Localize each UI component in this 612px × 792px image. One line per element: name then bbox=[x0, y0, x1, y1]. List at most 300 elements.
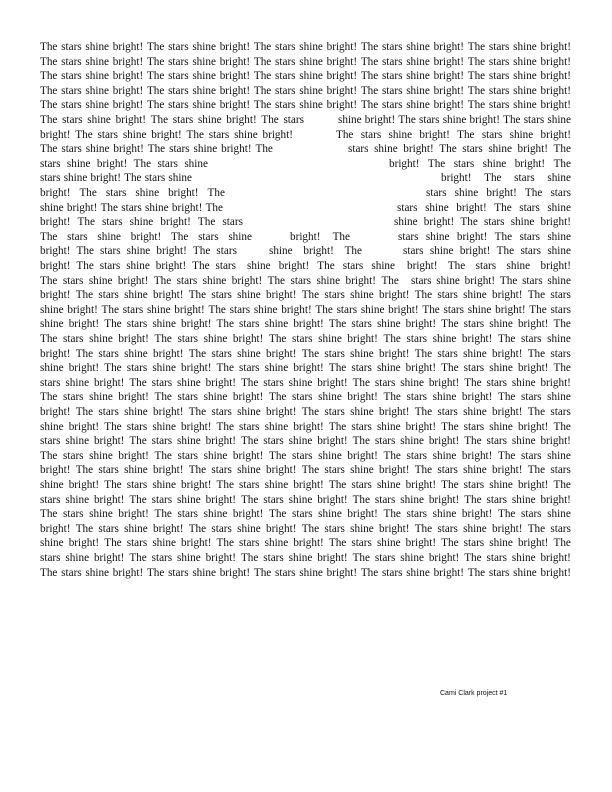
word: shine bbox=[177, 435, 201, 448]
word: bright! bbox=[492, 522, 523, 535]
word: bright! bbox=[156, 245, 187, 258]
text-line bbox=[40, 69, 571, 84]
word: stars bbox=[62, 274, 84, 287]
word: stars bbox=[216, 245, 237, 258]
author-credit: Cami Clark project #1 bbox=[440, 690, 508, 697]
word: shine bbox=[85, 84, 110, 97]
word: The bbox=[154, 449, 172, 462]
word: bright! bbox=[266, 289, 297, 302]
word: shine bbox=[135, 187, 160, 199]
word: The bbox=[467, 99, 486, 112]
word: The bbox=[40, 391, 58, 404]
word: stars bbox=[151, 376, 173, 389]
word: shine bbox=[177, 552, 201, 564]
word: shine bbox=[547, 274, 571, 287]
word: The bbox=[553, 537, 571, 550]
word: The bbox=[197, 216, 216, 229]
word: bright! bbox=[492, 406, 523, 418]
word: stars bbox=[63, 333, 84, 345]
word: shine bbox=[489, 420, 513, 433]
word: bright! bbox=[433, 566, 465, 579]
word: The bbox=[360, 41, 379, 53]
text-segment bbox=[398, 230, 571, 245]
text-segment bbox=[40, 332, 571, 347]
word: bright! bbox=[93, 376, 125, 389]
word: shine bbox=[463, 347, 487, 360]
text-line bbox=[40, 347, 571, 362]
word: shine bbox=[513, 70, 537, 83]
word: stars bbox=[283, 114, 304, 126]
word: The bbox=[216, 537, 234, 550]
text-line bbox=[40, 420, 571, 435]
word: shine bbox=[350, 522, 374, 535]
word: stars bbox=[211, 347, 232, 360]
word: bright! bbox=[326, 84, 358, 97]
word: bright! bbox=[205, 435, 237, 448]
word: shine bbox=[318, 508, 342, 521]
text-segment bbox=[407, 259, 571, 274]
word: bright! bbox=[262, 128, 293, 141]
word: stars bbox=[61, 99, 82, 112]
word: bright! bbox=[40, 245, 71, 258]
word: bright! bbox=[40, 128, 71, 141]
text-segment bbox=[403, 244, 571, 259]
word: bright! bbox=[517, 362, 549, 375]
word: stars bbox=[411, 274, 432, 287]
word: The bbox=[75, 289, 94, 302]
word: shine bbox=[400, 493, 424, 506]
word: The bbox=[216, 362, 234, 375]
word: stars bbox=[275, 41, 296, 53]
word: shine bbox=[85, 99, 110, 112]
word: shine bbox=[547, 245, 571, 258]
word: shine bbox=[192, 55, 216, 68]
word: bright! bbox=[407, 260, 438, 272]
word: shine bbox=[463, 289, 487, 302]
word: The bbox=[467, 70, 486, 83]
word: The bbox=[104, 537, 122, 550]
word: stars bbox=[324, 522, 345, 535]
word: shine bbox=[299, 70, 323, 83]
word: shine bbox=[371, 260, 395, 272]
word: The bbox=[207, 187, 225, 199]
word: stars bbox=[40, 493, 61, 506]
text-segment bbox=[40, 478, 571, 493]
word: The bbox=[188, 522, 207, 535]
word: stars bbox=[61, 70, 82, 83]
word: stars bbox=[342, 260, 364, 272]
word: stars bbox=[263, 376, 284, 389]
word: stars bbox=[381, 55, 403, 68]
word: shine bbox=[489, 537, 513, 550]
text-segment bbox=[336, 128, 571, 143]
word: The bbox=[328, 318, 347, 331]
word: shine bbox=[237, 522, 261, 535]
text-line bbox=[40, 361, 571, 376]
word: The bbox=[527, 522, 546, 535]
word: stars bbox=[397, 201, 418, 214]
text-line bbox=[40, 332, 571, 347]
word: The bbox=[269, 508, 287, 521]
word: shine bbox=[203, 391, 228, 404]
word: stars bbox=[61, 566, 82, 579]
word: shine bbox=[489, 479, 513, 491]
word: The bbox=[553, 157, 571, 170]
word: The bbox=[75, 522, 94, 535]
word: stars bbox=[519, 201, 540, 214]
word: stars bbox=[168, 99, 189, 112]
word: stars bbox=[463, 537, 485, 550]
text-segment bbox=[40, 128, 293, 143]
word: shine bbox=[547, 508, 571, 521]
word: The bbox=[40, 274, 58, 287]
word: The bbox=[170, 230, 189, 243]
word: shine bbox=[124, 347, 148, 360]
word: bright! bbox=[405, 362, 437, 375]
text-line bbox=[40, 376, 571, 391]
word: The bbox=[129, 376, 147, 389]
word: shine bbox=[513, 41, 537, 53]
word: The bbox=[464, 552, 482, 564]
word: stars bbox=[381, 566, 403, 579]
word: The bbox=[154, 391, 172, 404]
word: bright! bbox=[317, 376, 348, 389]
word: stars bbox=[336, 303, 358, 316]
word: stars bbox=[351, 537, 372, 550]
word: shine bbox=[269, 245, 293, 258]
text-line bbox=[40, 84, 571, 99]
word: The bbox=[467, 55, 486, 68]
word: The bbox=[186, 128, 204, 141]
word: bright! bbox=[540, 216, 571, 229]
word: shine bbox=[547, 449, 571, 462]
text-line bbox=[40, 142, 571, 157]
word: bright! bbox=[405, 420, 437, 433]
word: stars bbox=[275, 55, 296, 68]
word: The bbox=[40, 114, 58, 126]
word: bright! bbox=[433, 55, 465, 68]
word: stars bbox=[381, 41, 403, 53]
text-line bbox=[40, 171, 571, 186]
word: shine bbox=[299, 84, 323, 97]
word: bright! bbox=[153, 522, 184, 535]
word: The bbox=[494, 230, 513, 243]
word: bright! bbox=[486, 187, 517, 199]
word: stars bbox=[484, 216, 505, 229]
word: The bbox=[40, 230, 58, 243]
word: stars bbox=[211, 522, 232, 535]
word: shine bbox=[97, 230, 122, 243]
word: stars bbox=[157, 157, 178, 170]
word: stars bbox=[374, 435, 396, 448]
word: The bbox=[467, 566, 486, 579]
word: shine bbox=[66, 157, 91, 170]
word: bright! bbox=[405, 479, 437, 491]
text-line bbox=[40, 55, 571, 70]
word: bright! bbox=[347, 333, 378, 345]
word: The bbox=[150, 114, 169, 126]
word: shine bbox=[202, 274, 227, 287]
word: bright! bbox=[67, 303, 98, 316]
word: shine bbox=[234, 128, 258, 141]
word: shine bbox=[400, 376, 424, 389]
word: shine bbox=[400, 552, 424, 564]
word: stars bbox=[61, 41, 82, 53]
word: stars bbox=[488, 55, 510, 68]
word: shine bbox=[85, 566, 110, 579]
word: shine bbox=[63, 172, 88, 185]
word: The bbox=[553, 420, 571, 433]
word: bright! bbox=[181, 479, 212, 491]
word: bright! bbox=[492, 464, 523, 477]
word: bright! bbox=[232, 508, 264, 521]
word: The bbox=[441, 420, 459, 433]
word: The bbox=[301, 464, 320, 477]
word: shine bbox=[40, 362, 64, 375]
word: bright! bbox=[540, 70, 571, 83]
word: stars bbox=[550, 289, 571, 302]
word: bright! bbox=[433, 41, 465, 53]
word: The bbox=[352, 435, 370, 448]
word: stars bbox=[406, 449, 428, 462]
word: bright! bbox=[112, 99, 144, 112]
word: The bbox=[301, 406, 320, 418]
word: shine bbox=[350, 406, 374, 418]
text-line bbox=[40, 303, 571, 318]
word: shine bbox=[488, 143, 512, 156]
word: stars bbox=[403, 245, 424, 258]
word: stars bbox=[488, 41, 510, 53]
word: shine bbox=[65, 552, 90, 564]
word: shine bbox=[253, 303, 278, 316]
word: shine bbox=[376, 318, 401, 331]
text-segment bbox=[290, 230, 350, 245]
word: The bbox=[301, 522, 320, 535]
word: stars bbox=[351, 362, 372, 375]
word: stars bbox=[40, 435, 61, 448]
word: shine bbox=[192, 84, 216, 97]
word: stars bbox=[61, 84, 82, 97]
word: The bbox=[328, 420, 347, 433]
word: The bbox=[40, 99, 58, 112]
word: The bbox=[553, 143, 571, 156]
word: The bbox=[328, 479, 347, 491]
word: The bbox=[460, 216, 478, 229]
word: bright! bbox=[181, 420, 212, 433]
word: stars bbox=[292, 508, 313, 521]
word: The bbox=[76, 260, 94, 272]
word: bright! bbox=[226, 114, 257, 126]
word: shine bbox=[511, 552, 536, 564]
word: stars bbox=[463, 318, 485, 331]
word: The bbox=[240, 552, 259, 564]
word: The bbox=[129, 552, 147, 564]
word: bright! bbox=[40, 406, 71, 418]
word: shine bbox=[192, 99, 216, 112]
word: shine bbox=[288, 435, 313, 448]
word: shine bbox=[40, 420, 64, 433]
word: stars bbox=[275, 99, 296, 112]
word: stars bbox=[126, 537, 148, 550]
text-line bbox=[40, 463, 571, 478]
text-segment bbox=[40, 493, 571, 508]
word: stars bbox=[176, 274, 198, 287]
word: bright! bbox=[428, 493, 460, 506]
word: The bbox=[467, 84, 486, 97]
word: shine bbox=[237, 347, 261, 360]
word: The bbox=[192, 260, 210, 272]
word: The bbox=[40, 143, 58, 156]
word: bright! bbox=[326, 70, 358, 83]
word: stars bbox=[351, 479, 372, 491]
word: shine bbox=[146, 303, 171, 316]
word: shine bbox=[85, 41, 110, 53]
word: The bbox=[498, 449, 516, 462]
word: bright! bbox=[130, 230, 162, 243]
word: The bbox=[498, 391, 516, 404]
word: shine bbox=[152, 362, 176, 375]
word: The bbox=[75, 406, 94, 418]
word: The bbox=[527, 406, 546, 418]
text-segment bbox=[40, 405, 571, 420]
text-segment bbox=[338, 113, 571, 128]
word: The bbox=[104, 479, 122, 491]
text-segment bbox=[40, 98, 571, 113]
word: shine bbox=[126, 245, 151, 258]
word: The bbox=[301, 289, 320, 302]
text-segment bbox=[40, 449, 571, 464]
word: The bbox=[524, 187, 543, 199]
text-segment bbox=[40, 288, 571, 303]
word: bright! bbox=[115, 114, 147, 126]
word: stars bbox=[463, 479, 485, 491]
word: bright! bbox=[40, 347, 71, 360]
text-line bbox=[40, 493, 571, 508]
word: The bbox=[527, 289, 546, 302]
word: shine bbox=[152, 318, 176, 331]
text-line bbox=[40, 317, 571, 332]
word: The bbox=[101, 303, 119, 316]
text-segment bbox=[40, 434, 571, 449]
word: The bbox=[464, 376, 482, 389]
text-segment bbox=[40, 463, 571, 478]
word: The bbox=[344, 245, 362, 258]
word: shine bbox=[432, 333, 457, 345]
word: The bbox=[205, 201, 223, 214]
text-line bbox=[40, 405, 571, 420]
word: shine bbox=[432, 508, 457, 521]
word: The bbox=[360, 55, 379, 68]
word: shine bbox=[299, 566, 323, 579]
word: bright! bbox=[278, 260, 310, 272]
word: stars bbox=[151, 493, 173, 506]
word: shine bbox=[88, 274, 113, 287]
word: stars bbox=[275, 566, 296, 579]
word: bright! bbox=[540, 84, 571, 97]
word: The bbox=[253, 55, 272, 68]
word: bright! bbox=[428, 552, 460, 564]
word: The bbox=[133, 157, 152, 170]
word: The bbox=[100, 201, 118, 214]
word: stars bbox=[98, 406, 119, 418]
word: stars bbox=[437, 522, 458, 535]
word: The bbox=[40, 508, 58, 521]
word: shine bbox=[360, 303, 385, 316]
word: stars bbox=[374, 376, 396, 389]
word: bright! bbox=[266, 347, 297, 360]
word: bright! bbox=[461, 333, 493, 345]
word: The bbox=[441, 362, 459, 375]
word: bright! bbox=[317, 493, 348, 506]
word: stars bbox=[521, 508, 542, 521]
word: bright! bbox=[68, 318, 100, 331]
word: stars bbox=[290, 274, 311, 287]
word: The bbox=[75, 464, 94, 477]
word: The bbox=[439, 143, 457, 156]
word: The bbox=[146, 84, 165, 97]
word: stars bbox=[40, 552, 61, 564]
word: The bbox=[352, 493, 370, 506]
word: bright! bbox=[205, 493, 237, 506]
word: The bbox=[352, 376, 370, 389]
word: shine bbox=[228, 230, 252, 243]
word: stars bbox=[239, 362, 260, 375]
text-segment bbox=[40, 84, 571, 99]
word: stars bbox=[475, 260, 497, 272]
word: The bbox=[261, 114, 279, 126]
word: The bbox=[40, 84, 58, 97]
word: bright! bbox=[326, 566, 358, 579]
word: shine bbox=[510, 216, 535, 229]
word: shine bbox=[192, 566, 216, 579]
word: stars bbox=[488, 84, 510, 97]
word: The bbox=[75, 347, 94, 360]
word: bright! bbox=[389, 157, 420, 170]
word: The bbox=[216, 420, 234, 433]
word: The bbox=[360, 566, 379, 579]
text-segment bbox=[40, 274, 399, 289]
word: bright! bbox=[441, 172, 472, 185]
text-line bbox=[40, 522, 571, 537]
word: bright! bbox=[40, 216, 71, 229]
word: shine bbox=[193, 143, 218, 156]
word: stars bbox=[426, 187, 447, 199]
word: bright! bbox=[219, 566, 251, 579]
word: bright! bbox=[153, 289, 184, 302]
word: shine bbox=[237, 464, 261, 477]
word: The bbox=[75, 128, 93, 141]
word: shine bbox=[432, 449, 457, 462]
word: shine bbox=[547, 114, 571, 126]
word: The bbox=[527, 347, 546, 360]
word: stars bbox=[443, 303, 465, 316]
word: The bbox=[427, 157, 446, 170]
word: stars bbox=[172, 114, 194, 126]
word: shine bbox=[89, 333, 113, 345]
word: bright! bbox=[151, 128, 182, 141]
word: stars bbox=[550, 303, 571, 316]
word: shine bbox=[547, 201, 571, 214]
word: stars bbox=[488, 70, 510, 83]
word: The bbox=[188, 347, 207, 360]
word: The bbox=[484, 172, 502, 185]
word: bright! bbox=[433, 84, 465, 97]
word: stars bbox=[419, 114, 440, 126]
word: shine bbox=[264, 479, 289, 491]
word: shine bbox=[264, 420, 289, 433]
word: stars bbox=[463, 362, 485, 375]
word: bright! bbox=[379, 522, 410, 535]
